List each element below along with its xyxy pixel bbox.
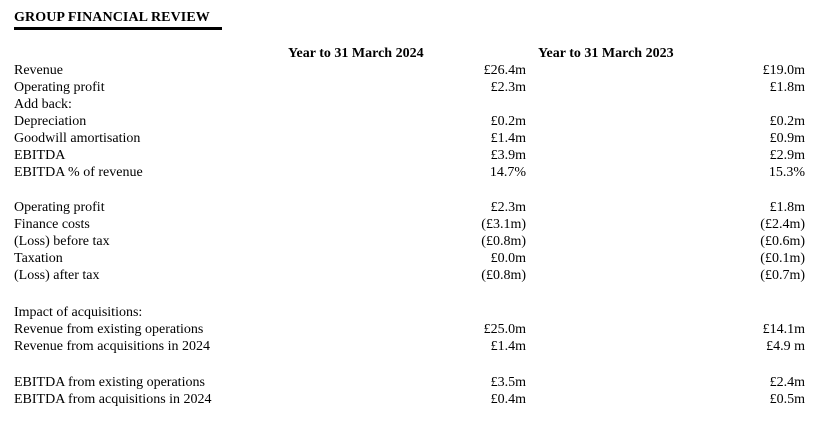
table-row (0, 321, 819, 338)
column-header-2023: Year to 31 March 2023 (538, 46, 674, 61)
value-2023: £2.4m (769, 375, 805, 390)
value-2023: (£0.1m) (760, 251, 805, 266)
table-row (0, 199, 819, 216)
row-label: EBITDA from acquisitions in 2024 (14, 392, 212, 407)
value-2024: 14.7% (489, 165, 526, 180)
row-label: Revenue from acquisitions in 2024 (14, 339, 210, 354)
value-2024: £0.4m (490, 392, 526, 407)
table-row (0, 338, 819, 355)
row-label: Operating profit (14, 80, 105, 95)
table-row (0, 79, 819, 96)
value-2024: £0.2m (490, 114, 526, 129)
value-2024: £26.4m (483, 63, 526, 78)
value-2024: (£3.1m) (481, 217, 526, 232)
table-row (0, 267, 819, 284)
value-2024: £2.3m (490, 200, 526, 215)
row-label: EBITDA % of revenue (14, 165, 143, 180)
table-row (0, 130, 819, 147)
value-2024: £3.5m (490, 375, 526, 390)
value-2023: £1.8m (769, 80, 805, 95)
value-2023: £0.5m (769, 392, 805, 407)
row-label: Impact of acquisitions: (14, 305, 143, 320)
row-label: Depreciation (14, 114, 87, 129)
table-row (0, 164, 819, 181)
row-label: EBITDA (14, 148, 66, 163)
table-row (0, 374, 819, 391)
row-label: EBITDA from existing operations (14, 375, 205, 390)
value-2024: £25.0m (483, 322, 526, 337)
document-title: GROUP FINANCIAL REVIEW (14, 10, 210, 25)
row-label: Goodwill amortisation (14, 131, 141, 146)
table-row (0, 113, 819, 130)
row-label: Revenue from existing operations (14, 322, 204, 337)
value-2023: £2.9m (769, 148, 805, 163)
value-2024: £1.4m (490, 131, 526, 146)
row-label: Revenue (14, 63, 63, 78)
value-2023: (£0.7m) (760, 268, 805, 283)
title-underline (14, 27, 222, 30)
value-2024: £2.3m (490, 80, 526, 95)
value-2023: £19.0m (762, 63, 805, 78)
table-row (0, 147, 819, 164)
column-header-2024: Year to 31 March 2024 (288, 46, 424, 61)
value-2024: (£0.8m) (481, 268, 526, 283)
table-row (0, 96, 819, 113)
table-row (0, 233, 819, 250)
table-row (0, 62, 819, 79)
row-label: Operating profit (14, 200, 105, 215)
value-2023: 15.3% (768, 165, 805, 180)
row-label: (Loss) before tax (14, 234, 110, 249)
row-label: Add back: (14, 97, 72, 112)
row-label: (Loss) after tax (14, 268, 100, 283)
table-row (0, 304, 819, 321)
row-label: Taxation (14, 251, 63, 266)
value-2023: £1.8m (769, 200, 805, 215)
value-2023: (£2.4m) (760, 217, 805, 232)
value-2023: £0.2m (769, 114, 805, 129)
row-label: Finance costs (14, 217, 90, 232)
value-2024: £1.4m (490, 339, 526, 354)
value-2023: £14.1m (762, 322, 805, 337)
table-row (0, 250, 819, 267)
value-2023: £0.9m (769, 131, 805, 146)
value-2023: (£0.6m) (760, 234, 805, 249)
value-2024: £0.0m (490, 251, 526, 266)
value-2024: (£0.8m) (481, 234, 526, 249)
value-2023: £4.9 m (766, 339, 805, 354)
table-row (0, 216, 819, 233)
table-row (0, 391, 819, 408)
value-2024: £3.9m (490, 148, 526, 163)
